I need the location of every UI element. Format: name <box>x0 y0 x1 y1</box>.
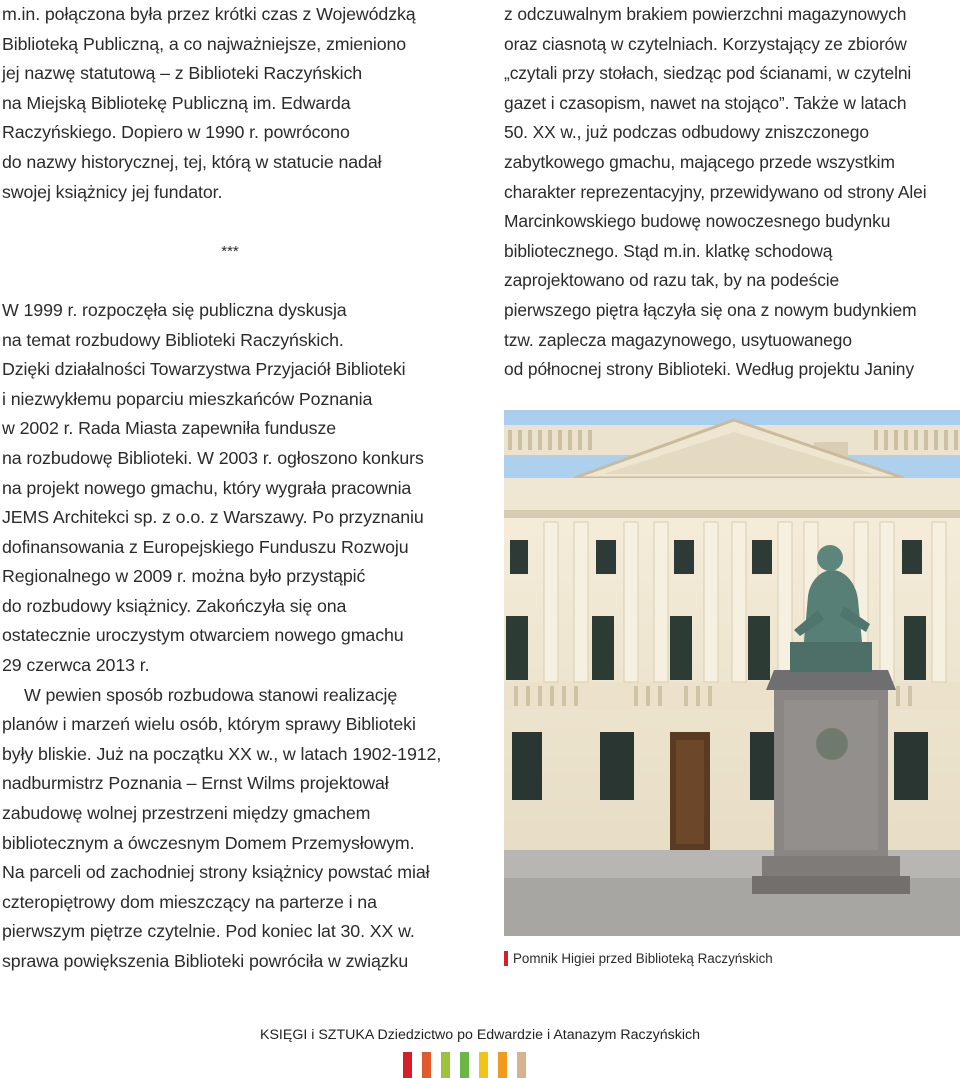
footer-color-bar <box>422 1052 431 1078</box>
text-line: Raczyńskiego. Dopiero w 1990 r. powrócono <box>2 122 350 143</box>
text-line: do rozbudowy książnicy. Zakończyła się ona <box>2 595 347 616</box>
text-line: były bliskie. Już na początku XX w., w latach 1902-1912, <box>2 743 442 764</box>
section-separator: *** <box>221 242 239 260</box>
text-line: Biblioteką Publiczną, a co najważniejsze, zmieniono <box>2 33 407 54</box>
text-line: charakter reprezentacyjny, przewidywano od strony Alei <box>504 181 927 202</box>
footer-color-bar <box>517 1052 526 1078</box>
right-column <box>504 0 960 385</box>
footer-color-bars <box>403 1052 536 1078</box>
footer-title: KSIĘGI i SZTUKA Dziedzictwo po Edwardzie i Atanazym Raczyńskich <box>260 1027 700 1043</box>
text-line: pierwszego piętra łączyła się ona z nowym budynkiem <box>504 299 917 320</box>
caption-text: Pomnik Higiei przed Biblioteką Raczyńskich <box>513 950 773 966</box>
footer-color-bar <box>441 1052 450 1078</box>
text-line: w 2002 r. Rada Miasta zapewniła fundusze <box>2 418 337 439</box>
text-line: zaprojektowano od razu tak, by na podeście <box>504 270 840 291</box>
text-line: JEMS Architekci sp. z o.o. z Warszawy. Po przyznaniu <box>2 507 424 528</box>
text-line: bibliotecznego. Stąd m.in. klatkę schodową <box>504 240 833 261</box>
text-line: 50. XX w., już podczas odbudowy zniszczonego <box>504 122 869 143</box>
text-line: W 1999 r. rozpoczęła się publiczna dyskusja <box>2 299 347 320</box>
text-line: 29 czerwca 2013 r. <box>2 655 150 676</box>
text-line: Marcinkowskiego budowę nowoczesnego budynku <box>504 211 891 232</box>
text-line: „czytali przy stołach, siedząc pod ścianami, w czytelni <box>504 63 912 84</box>
text-line: do nazwy historycznej, tej, którą w statucie nadał <box>2 151 382 172</box>
text-line: Na parceli od zachodniej strony książnicy powstać miał <box>2 862 430 883</box>
footer-color-bar <box>479 1052 488 1078</box>
text-line: z odczuwalnym brakiem powierzchni magazynowych <box>504 4 907 24</box>
photo-hygieia-monument <box>504 410 960 936</box>
paragraph-history <box>2 0 472 207</box>
spacer <box>2 207 472 237</box>
text-line: m.in. połączona była przez krótki czas z Wojewódzką <box>2 4 416 24</box>
text-line: na projekt nowego gmachu, który wygrała pracownia <box>2 477 412 498</box>
text-line: W pewien sposób rozbudowa stanowi realizację <box>24 684 398 705</box>
text-line: Dzięki działalności Towarzystwa Przyjaciół Biblioteki <box>2 359 406 380</box>
text-line: nadburmistrz Poznania – Ernst Wilms projektował <box>2 773 389 794</box>
text-line: zabudowę wolnej przestrzeni między gmachem <box>2 803 371 824</box>
text-line: ostatecznie uroczystym otwarciem nowego gmachu <box>2 625 404 646</box>
text-line: na rozbudowę Biblioteki. W 2003 r. ogłoszono konkurs <box>2 447 424 468</box>
photo-caption <box>504 949 773 967</box>
left-column <box>2 0 472 977</box>
text-line: i niezwykłemu poparciu mieszkańców Poznania <box>2 388 373 409</box>
footer-color-bar <box>498 1052 507 1078</box>
text-line: od północnej strony Biblioteki. Według projektu Janiny <box>504 359 914 380</box>
text-line: oraz ciasnotą w czytelniach. Korzystający ze zbiorów <box>504 33 907 54</box>
text-line: sprawa powiększenia Biblioteki powróciła w związku <box>2 951 409 971</box>
caption-marker <box>504 951 508 966</box>
text-line: bibliotecznym a ówczesnym Domem Przemysłowym. <box>2 832 415 853</box>
text-line: tzw. zaplecza magazynowego, usytuowanego <box>504 329 852 350</box>
text-line: jej nazwę statutową – z Biblioteki Raczyńskich <box>2 63 363 84</box>
text-line: na Miejską Bibliotekę Publiczną im. Edwarda <box>2 92 351 113</box>
text-line: pierwszym piętrze czytelnie. Pod koniec lat 30. XX w. <box>2 921 415 942</box>
paragraph-continuation <box>504 0 960 385</box>
text-line: gazet i czasopism, nawet na stojąco”. Także w latach <box>504 92 907 113</box>
text-line: na temat rozbudowy Biblioteki Raczyńskich. <box>2 329 344 350</box>
footer-color-bar <box>403 1052 412 1078</box>
text-line: czteropiętrowy dom mieszczący na parterze i na <box>2 891 377 912</box>
library-building-illustration <box>504 410 960 936</box>
text-line: zabytkowego gmachu, mającego przede wszystkim <box>504 151 895 172</box>
paragraph-plans <box>2 681 472 977</box>
paragraph-expansion <box>2 296 472 681</box>
text-line: dofinansowania z Europejskiego Funduszu Rozwoju <box>2 536 409 557</box>
text-line: swojej książnicy jej fundator. <box>2 181 223 202</box>
spacer <box>2 266 472 296</box>
text-line: planów i marzeń wielu osób, którym sprawy Biblioteki <box>2 714 416 735</box>
footer-color-bar <box>460 1052 469 1078</box>
text-line: Regionalnego w 2009 r. można było przystąpić <box>2 566 366 587</box>
